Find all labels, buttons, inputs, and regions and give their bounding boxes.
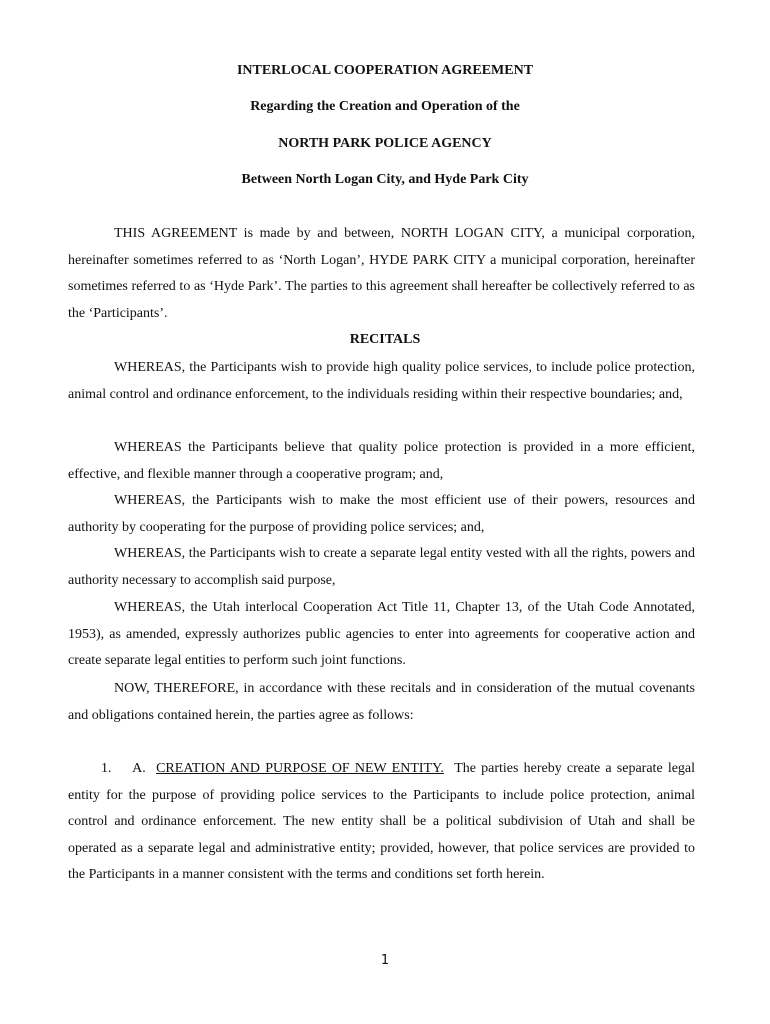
section-letter: A. xyxy=(132,761,146,776)
document-subtitle: Regarding the Creation and Operation of the xyxy=(250,99,520,114)
section-number: 1. xyxy=(101,761,112,776)
section-heading: CREATION AND PURPOSE OF NEW ENTITY. xyxy=(156,761,444,776)
recital-paragraph: NOW, THEREFORE, in accordance with these recitals and in consideration of the mutual covenants and obligations contained herein, the parties agree as follows: xyxy=(68,681,695,723)
recital-paragraph: WHEREAS, the Participants wish to create a separate legal entity vested with all the rights, powers and authority necessary to accomplish said purpose, xyxy=(68,546,695,588)
section-1-paragraph xyxy=(68,756,695,889)
agency-name: NORTH PARK POLICE AGENCY xyxy=(278,136,492,151)
recital-paragraph: WHEREAS, the Participants wish to provide high quality police services, to include police protection, animal control and ordinance enforcement, to the individuals residing within their respective boundaries; and, xyxy=(68,360,695,402)
recitals-heading: RECITALS xyxy=(349,332,421,347)
section-body: The parties hereby create a separate legal entity for the purpose of providing police services to the Participants to include police protection, animal control and ordinance enforcement. The new entity shall be a political subdivision of Utah and shall be operated as a separate legal and administrative entity; provided, however, that police services are provided to the Participants in a manner consistent with the terms and conditions set forth herein. xyxy=(68,761,696,883)
recital-paragraph: WHEREAS the Participants believe that quality police protection is provided in a more efficient, effective, and flexible manner through a cooperative program; and, xyxy=(68,440,695,482)
intro-paragraph: THIS AGREEMENT is made by and between, NORTH LOGAN CITY, a municipal corporation, hereinafter sometimes referred to as ‘North Logan’, HYDE PARK CITY a municipal corporation, hereinafter sometimes referred to as ‘Hyde Park’. The parties to this agreement shall hereafter be collectively referred to as the ‘Participants’. xyxy=(68,226,695,321)
recital-paragraph: WHEREAS, the Participants wish to make the most efficient use of their powers, resources and authority by cooperating for the purpose of providing police services; and, xyxy=(68,493,695,535)
document-title: INTERLOCAL COOPERATION AGREEMENT xyxy=(236,63,534,78)
recital-paragraph: WHEREAS, the Utah interlocal Cooperation Act Title 11, Chapter 13, of the Utah Code Annotated, 1953), as amended, expressly authorizes public agencies to enter into agreements for cooperative action and create separate legal entities to perform such joint functions. xyxy=(68,600,695,669)
parties-line: Between North Logan City, and Hyde Park City xyxy=(241,172,529,187)
page-number: 1 xyxy=(380,953,390,968)
